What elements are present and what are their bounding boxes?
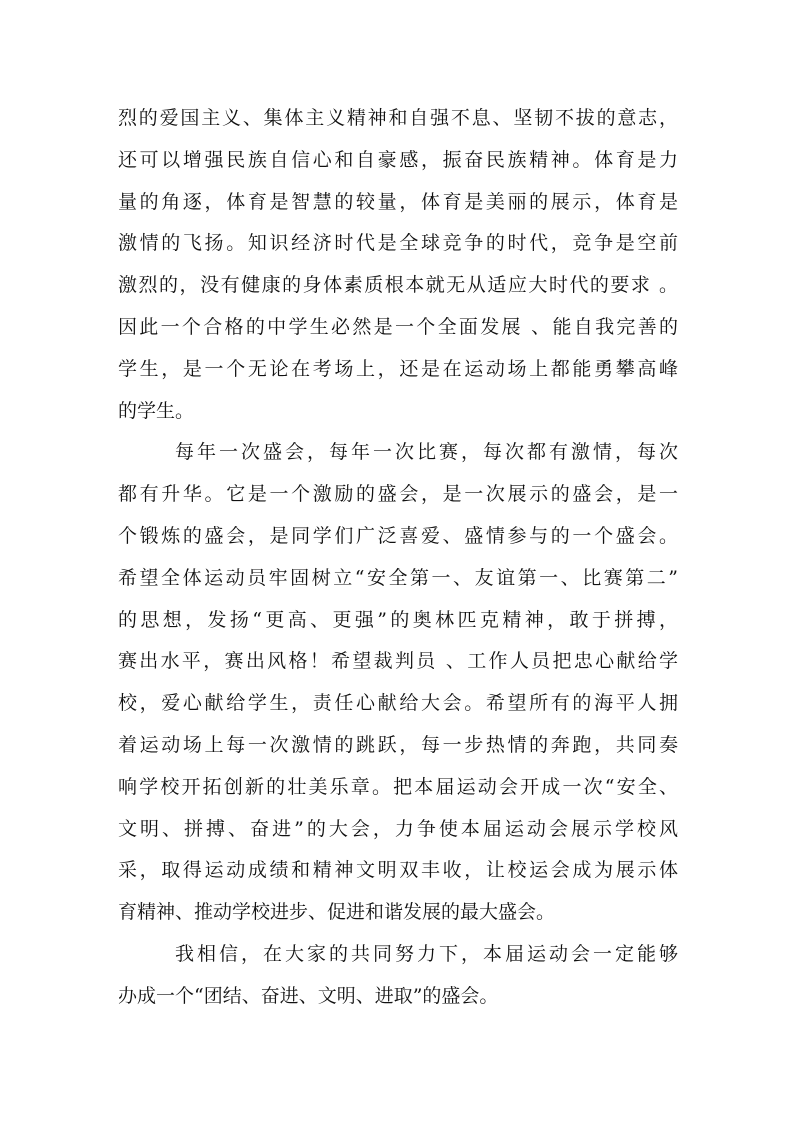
text-line: 文明、拼搏、奋进”的大会，力争使本届运动会展示学校风 — [118, 817, 678, 840]
text-line: 着运动场上每一次激情的跳跃，每一步热情的奔跑，共同奏 — [118, 733, 678, 756]
text-line: 办成一个“团结、奋进、文明、进取”的盛会。 — [118, 984, 499, 1007]
text-line: 赛出水平，赛出风格！希望裁判员 、工作人员把忠心献给学 — [118, 650, 678, 673]
text-line: 都有升华。它是一个激励的盛会，是一次展示的盛会，是一 — [118, 483, 678, 506]
text-line: 还可以增强民族自信心和自豪感，振奋民族精神。体育是力 — [118, 148, 678, 171]
text-line: 因此一个合格的中学生必然是一个全面发展 、能自我完善的 — [118, 315, 678, 338]
text-line: 我相信，在大家的共同努力下，本届运动会一定能够 — [175, 942, 678, 965]
text-line: 激烈的，没有健康的身体素质根本就无从适应大时代的要求 。 — [118, 274, 678, 297]
text-line: 学生，是一个无论在考场上，还是在运动场上都能勇攀高峰 — [118, 357, 678, 380]
paragraph — [118, 934, 678, 1018]
text-line: 的学生。 — [118, 399, 195, 422]
text-line: 个锻炼的盛会，是同学们广泛喜爱、盛情参与的一个盛会。 — [118, 524, 678, 547]
text-line: 量的角逐，体育是智慧的较量，体育是美丽的展示，体育是 — [118, 190, 678, 213]
text-line: 校，爱心献给学生，责任心献给大会。希望所有的海平人拥 — [118, 692, 678, 715]
text-line: 响学校开拓创新的壮美乐章。把本届运动会开成一次“安全、 — [118, 775, 678, 798]
text-line: 的思想，发扬“更高、更强”的奥林匹克精神，敢于拼搏， — [118, 608, 678, 631]
document-body — [118, 98, 678, 1018]
text-line: 采，取得运动成绩和精神文明双丰收，让校运会成为展示体 — [118, 859, 678, 882]
text-line: 每年一次盛会，每年一次比赛，每次都有激情，每次 — [175, 441, 678, 464]
text-line: 激情的飞扬。知识经济时代是全球竞争的时代，竞争是空前 — [118, 232, 678, 255]
paragraph — [118, 98, 678, 432]
text-line: 育精神、推动学校进步、促进和谐发展的最大盛会。 — [118, 901, 556, 924]
text-line: 希望全体运动员牢固树立“安全第一、友谊第一、比赛第二” — [118, 566, 678, 589]
paragraph — [118, 432, 678, 934]
text-line: 烈的爱国主义、集体主义精神和自强不息、坚韧不拔的意志， — [118, 107, 678, 129]
